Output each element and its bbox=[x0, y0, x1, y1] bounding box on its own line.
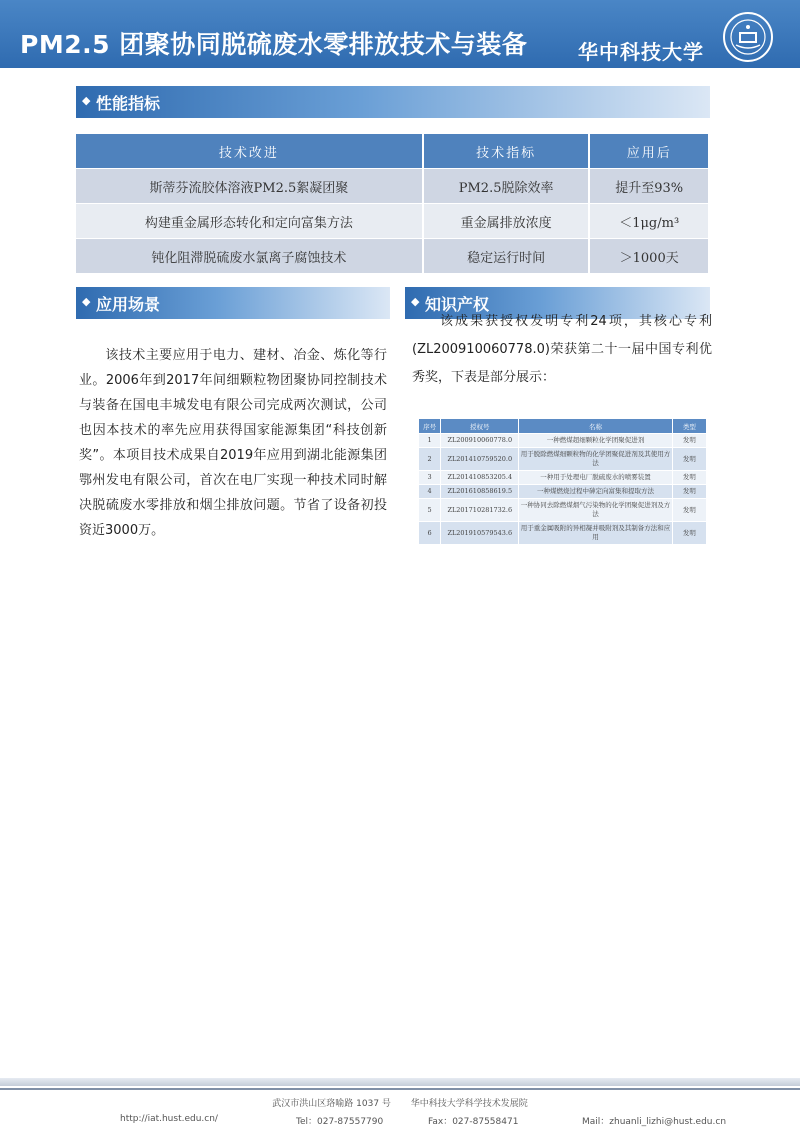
table-row bbox=[419, 471, 707, 485]
table-cell: 一种用于处理电厂脱硫废水的喷雾装置 bbox=[519, 471, 672, 485]
section-title: 知识产权 bbox=[425, 295, 490, 314]
ip-paragraph bbox=[412, 308, 712, 392]
footer-mail-link[interactable]: Mail：zhuanli_lizhi@hust.edu.cn bbox=[582, 1117, 727, 1127]
table-row bbox=[76, 204, 708, 239]
table-cell: 钝化阻滞脱硫废水氯离子腐蚀技术 bbox=[76, 239, 423, 274]
table-cell: 5 bbox=[419, 499, 441, 522]
diamond-icon: ◆ bbox=[82, 94, 91, 107]
table-cell: ZL201610858619.5 bbox=[441, 485, 519, 499]
university-seal-icon bbox=[722, 11, 774, 63]
table-cell: 发明 bbox=[672, 499, 706, 522]
table-row bbox=[419, 434, 707, 448]
table-cell: 6 bbox=[419, 522, 441, 545]
table-cell: 3 bbox=[419, 471, 441, 485]
table-cell: 一种煤燃烧过程中砷定向富集和提取方法 bbox=[519, 485, 672, 499]
performance-table bbox=[76, 134, 708, 273]
table-row bbox=[419, 522, 707, 545]
diamond-icon: ◆ bbox=[82, 295, 91, 308]
footer-tel: Tel：027-87557790 bbox=[296, 1117, 384, 1127]
table-cell: ＞1000天 bbox=[589, 239, 708, 274]
column-header: 授权号 bbox=[441, 419, 519, 434]
table-cell: 4 bbox=[419, 485, 441, 499]
application-paragraph bbox=[79, 343, 387, 543]
table-row bbox=[76, 239, 708, 274]
column-header: 技术指标 bbox=[423, 134, 590, 169]
page-header bbox=[0, 0, 800, 68]
table-header-row bbox=[419, 419, 707, 434]
table-cell: PM2.5脱除效率 bbox=[423, 169, 590, 204]
column-header: 序号 bbox=[419, 419, 441, 434]
table-cell: ZL201910579543.6 bbox=[441, 522, 519, 545]
footer-divider bbox=[0, 1078, 800, 1086]
table-row bbox=[419, 485, 707, 499]
table-row bbox=[76, 169, 708, 204]
table-cell: 重金属排放浓度 bbox=[423, 204, 590, 239]
table-cell: 发明 bbox=[672, 434, 706, 448]
section-performance bbox=[76, 86, 710, 118]
table-cell: 一种协同去除燃煤烟气污染物的化学团聚促进剂及方法 bbox=[519, 499, 672, 522]
table-cell: 发明 bbox=[672, 471, 706, 485]
patent-table bbox=[418, 418, 707, 545]
table-cell: 稳定运行时间 bbox=[423, 239, 590, 274]
table-cell: 提升至93% bbox=[589, 169, 708, 204]
section-title: 应用场景 bbox=[96, 295, 161, 314]
table-cell: 2 bbox=[419, 448, 441, 471]
application-text: 该技术主要应用于电力、建材、冶金、炼化等行业。2006年到2017年间细颗粒物团聚协同控制技术与装备在国电丰城发电有限公司完成两次测试，公司也因本技术的率先应用获得国家能源集团“科技创新奖”。本项目技术成果自2019年应用到湖北能源集团鄂州发电有限公司，首次在电厂实现一种技术同时解决脱硫废水零排放和烟尘排放问题。节省了设备初投资近3000万。 bbox=[79, 348, 387, 538]
column-header: 名称 bbox=[519, 419, 672, 434]
column-header: 应用后 bbox=[589, 134, 708, 169]
table-cell: 斯蒂芬流胶体溶液PM2.5絮凝团聚 bbox=[76, 169, 423, 204]
table-cell: 发明 bbox=[672, 448, 706, 471]
footer-divider-line bbox=[0, 1088, 800, 1090]
table-cell: 1 bbox=[419, 434, 441, 448]
table-cell: ZL200910060778.0 bbox=[441, 434, 519, 448]
table-cell: ZL201410853205.4 bbox=[441, 471, 519, 485]
diamond-icon: ◆ bbox=[411, 295, 420, 308]
column-header: 类型 bbox=[672, 419, 706, 434]
footer-contact-row bbox=[0, 1114, 800, 1126]
table-cell: ＜1μg/m³ bbox=[589, 204, 708, 239]
table-cell: 构建重金属形态转化和定向富集方法 bbox=[76, 204, 423, 239]
footer-fax: Fax：027-87558471 bbox=[428, 1117, 519, 1127]
university-name: 华中科技大学 bbox=[578, 40, 704, 64]
table-header-row bbox=[76, 134, 708, 169]
table-cell: 发明 bbox=[672, 522, 706, 545]
page-title: PM2.5 团聚协同脱硫废水零排放技术与装备 bbox=[20, 30, 528, 59]
table-cell: 发明 bbox=[672, 485, 706, 499]
footer-address-row bbox=[0, 1096, 800, 1109]
footer-institute: 华中科技大学科学技术发展院 bbox=[410, 1099, 528, 1109]
footer-website-link[interactable]: http://iat.hust.edu.cn/ bbox=[120, 1114, 218, 1124]
ip-text: 该成果获授权发明专利24项，其核心专利(ZL200910060778.0)荣获第二十一届中国专利优秀奖，下表是部分展示： bbox=[412, 314, 712, 385]
table-cell: 一种燃煤超细颗粒化学团聚促进剂 bbox=[519, 434, 672, 448]
table-cell: ZL201710281732.6 bbox=[441, 499, 519, 522]
footer-address: 武汉市洪山区珞喻路 1037 号 bbox=[272, 1099, 391, 1109]
section-application bbox=[76, 287, 390, 319]
table-cell: ZL201410759520.0 bbox=[441, 448, 519, 471]
column-header: 技术改进 bbox=[76, 134, 423, 169]
table-cell: 用于重金属吸附的异相凝并吸附剂及其制备方法和应用 bbox=[519, 522, 672, 545]
section-title: 性能指标 bbox=[96, 94, 161, 113]
table-row bbox=[419, 499, 707, 522]
table-cell: 用于脱除燃煤细颗粒物的化学团聚促进剂及其使用方法 bbox=[519, 448, 672, 471]
table-row bbox=[419, 448, 707, 471]
